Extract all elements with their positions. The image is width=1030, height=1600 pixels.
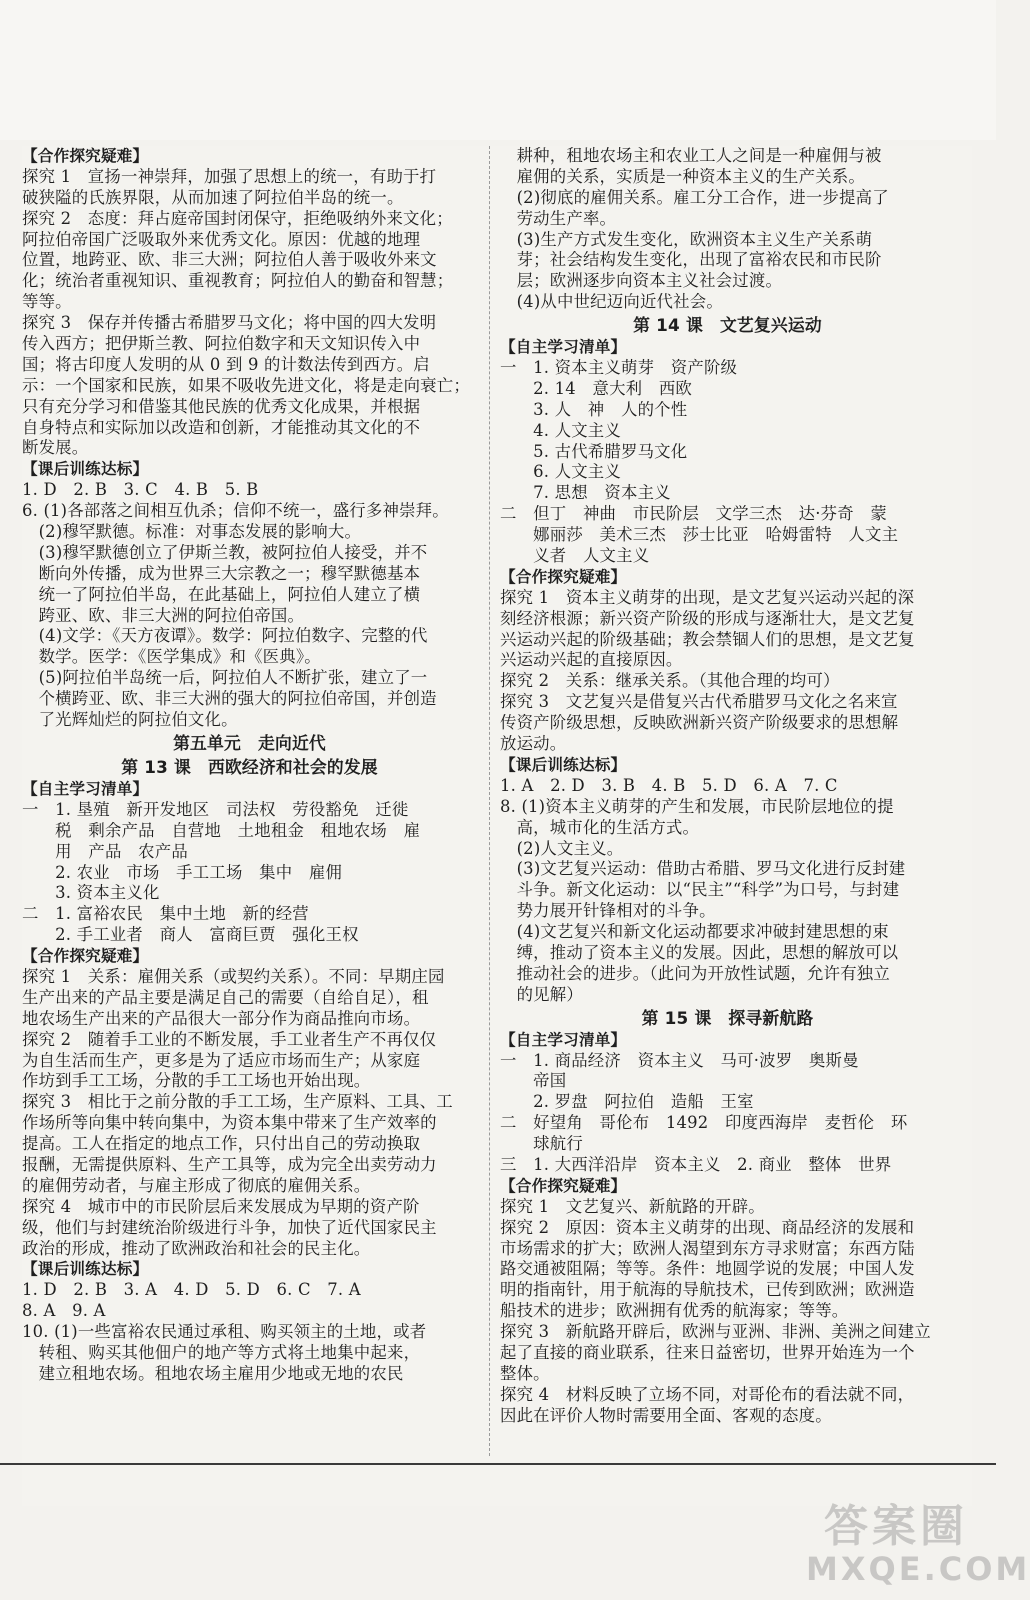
text-line: 势力展开针锋相对的斗争。 bbox=[500, 901, 716, 921]
text-line: 二 1. 富裕农民 集中土地 新的经营 bbox=[22, 904, 309, 924]
text-line: 1. A 2. D 3. B 4. B 5. D 6. A 7. C bbox=[500, 775, 838, 795]
text-line: 一 1. 垦殖 新开发地区 司法权 劳役豁免 迁徙 bbox=[22, 799, 409, 819]
text-line: 税 剩余产品 自营地 土地租金 租地农场 雇 bbox=[22, 820, 421, 840]
text-line: 芽；社会结构发生变化，出现了富裕农民和市民阶 bbox=[500, 250, 882, 270]
text-line: 刻经济根源；新兴资产阶级的形成与逐渐壮大，是文艺复 bbox=[500, 608, 915, 628]
text-line: 国；将古印度人发明的从 0 到 9 的计数法传到西方。启 bbox=[22, 354, 430, 374]
text-line: 作场所等向集中转向集中，为资本集中带来了生产效率的 bbox=[22, 1113, 437, 1133]
section-heading: 【自主学习清单】 bbox=[500, 338, 627, 357]
section-heading: 【课后训练达标】 bbox=[500, 755, 627, 774]
text-line: 8. A 9. A bbox=[22, 1301, 106, 1321]
text-line: 生产出来的产品主要是满足自己的需要（自给自足），租 bbox=[22, 987, 429, 1007]
text-line: 探究 1 资本主义萌芽的出现，是文艺复兴运动兴起的深 bbox=[500, 587, 915, 607]
text-line: 传入西方；把伊斯兰教、阿拉伯数字和天文知识传入中 bbox=[22, 334, 421, 354]
watermark-logo bbox=[806, 1501, 1030, 1592]
text-line: 6. (1)各部落之间相互仇杀；信仰不统一，盛行多神崇拜。 bbox=[22, 501, 449, 521]
answer-page bbox=[22, 146, 972, 1506]
text-line: 传资产阶级思想，反映欧洲新兴资产阶级要求的思想解 bbox=[500, 713, 899, 733]
text-line: 10. (1)一些富裕农民通过承租、购买领主的土地，或者 bbox=[22, 1322, 427, 1342]
text-line: 推动社会的进步。（此问为开放性试题，允许有独立 bbox=[500, 963, 890, 983]
text-line: 二 好望角 哥伦布 1492 印度西海岸 麦哲伦 环 bbox=[500, 1113, 908, 1133]
text-line: (3)穆罕默德创立了伊斯兰教，被阿拉伯人接受，并不 bbox=[22, 542, 428, 562]
section-heading: 【课后训练达标】 bbox=[22, 460, 149, 479]
text-line: (4)文学：《天方夜谭》。数学：阿拉伯数字、完整的代 bbox=[22, 626, 428, 646]
text-line: 探究 2 随着手工业的不断发展，手工业者生产不再仅仅 bbox=[22, 1029, 437, 1049]
text-line: 三 1. 大西洋沿岸 资本主义 2. 商业 整体 世界 bbox=[500, 1154, 892, 1174]
section-heading: 【合作探究疑难】 bbox=[22, 947, 149, 966]
text-line: 的见解） bbox=[500, 984, 583, 1004]
text-line: 统一了阿拉伯半岛，在此基础上，阿拉伯人建立了横 bbox=[22, 584, 421, 604]
text-line: 地农场生产出来的产品很大一部分作为商品推向市场。 bbox=[22, 1008, 421, 1028]
text-line: 二 但丁 神曲 市民阶层 文学三杰 达·芬奇 蒙 bbox=[500, 504, 887, 524]
text-line: 5. 古代希腊罗马文化 bbox=[500, 441, 688, 461]
text-line: 探究 3 文艺复兴是借复兴古代希腊罗马文化之名来宣 bbox=[500, 692, 898, 712]
text-line: 用 产品 农产品 bbox=[22, 841, 188, 861]
text-line: 为自生活而生产，更多是为了适应市场而生产；从家庭 bbox=[22, 1050, 421, 1070]
text-line: 只有充分学习和借鉴其他民族的优秀文化成果，并根据 bbox=[22, 396, 421, 416]
column-divider bbox=[489, 146, 491, 1456]
text-line: 雇佣的关系，实质是一种资本主义的生产关系。 bbox=[500, 166, 865, 186]
text-line: 明的指南针，用于航海的导航技术，已传到欧洲；欧洲造 bbox=[500, 1280, 915, 1300]
text-line: 提高。工人在指定的地点工作，只付出自己的劳动换取 bbox=[22, 1134, 421, 1154]
text-line: 兴运动兴起的直接原因。 bbox=[500, 650, 683, 670]
text-line: (3)生产方式发生变化，欧洲资本主义生产关系萌 bbox=[500, 229, 873, 249]
text-line: 劳动生产率。 bbox=[500, 208, 617, 228]
text-line: 探究 2 原因：资本主义萌芽的出现、商品经济的发展和 bbox=[500, 1217, 915, 1237]
text-line: 破狭隘的氏族界限，从而加速了阿拉伯半岛的统一。 bbox=[22, 187, 404, 207]
text-line: 位置，地跨亚、欧、非三大洲；阿拉伯人善于吸收外来文 bbox=[22, 250, 437, 270]
text-line: 1. D 2. B 3. C 4. B 5. B bbox=[22, 480, 259, 500]
text-line: 跨亚、欧、非三大洲的阿拉伯帝国。 bbox=[22, 605, 305, 625]
text-line: 球航行 bbox=[500, 1134, 583, 1154]
text-line: 作坊到手工工场，分散的手工工场也开始出现。 bbox=[22, 1071, 371, 1091]
text-line: 断向外传播，成为世界三大宗教之一；穆罕默德基本 bbox=[22, 563, 421, 583]
text-line: 4. 人文主义 bbox=[500, 420, 621, 440]
text-line: 探究 2 态度：拜占庭帝国封闭保守，拒绝吸纳外来文化； bbox=[22, 208, 453, 228]
section-heading: 【合作探究疑难】 bbox=[500, 1176, 627, 1195]
text-line: 耕种，租地农场主和农业工人之间是一种雇佣与被 bbox=[500, 146, 882, 165]
text-line: 探究 1 关系：雇佣关系（或契约关系）。不同：早期庄园 bbox=[22, 966, 445, 986]
text-line: 路交通被阻隔；等等。条件：地圆学说的发展；中国人发 bbox=[500, 1259, 915, 1279]
text-line: 探究 4 材料反映了立场不同，对哥伦布的看法就不同， bbox=[500, 1384, 915, 1404]
text-line: 帝国 bbox=[500, 1071, 567, 1091]
text-line: 高，城市化的生活方式。 bbox=[500, 817, 700, 837]
text-line: 探究 3 保存并传播古希腊罗马文化；将中国的四大发明 bbox=[22, 313, 437, 333]
text-line: 缚，推动了资本主义的发展。因此，思想的解放可以 bbox=[500, 942, 899, 962]
text-line: 8. (1)资本主义萌芽的产生和发展，市民阶层地位的提 bbox=[500, 796, 894, 816]
text-line: 级，他们与封建统治阶级进行斗争，加快了近代国家民主 bbox=[22, 1217, 437, 1237]
text-line: 示：一个国家和民族，如果不吸收先进文化，将是走向衰亡； bbox=[22, 375, 470, 395]
section-heading: 【合作探究疑难】 bbox=[500, 567, 627, 586]
text-line: 放运动。 bbox=[500, 734, 567, 754]
text-line: 自身特点和实际加以改造和创新，才能推动其文化的不 bbox=[22, 417, 421, 437]
text-line: 探究 2 关系：继承关系。（其他合理的均可） bbox=[500, 671, 840, 691]
text-line: 一 1. 商品经济 资本主义 马可·波罗 奥斯曼 bbox=[500, 1050, 859, 1070]
text-line: 兴运动兴起的阶级基础；教会禁锢人们的思想，是文艺复 bbox=[500, 629, 915, 649]
text-line: (3)文艺复兴运动：借助古希腊、罗马文化进行反封建 bbox=[500, 859, 906, 879]
text-line: 2. 手工业者 商人 富商巨贾 强化王权 bbox=[22, 925, 359, 945]
text-line: 等等。 bbox=[22, 292, 72, 312]
text-line: (2)穆罕默德。标准：对事态发展的影响大。 bbox=[22, 522, 362, 542]
text-line: 政治的形成，推动了欧洲政治和社会的民主化。 bbox=[22, 1238, 371, 1258]
text-line: 3. 资本主义化 bbox=[22, 883, 160, 903]
text-line: 探究 1 宣扬一神崇拜，加强了思想上的统一，有助于打 bbox=[22, 166, 437, 186]
section-heading: 【自主学习清单】 bbox=[500, 1030, 627, 1049]
text-line: 数学。医学：《医学集成》和《医典》。 bbox=[22, 647, 321, 667]
section-heading: 【合作探究疑难】 bbox=[22, 147, 149, 165]
text-line: 探究 3 新航路开辟后，欧洲与亚洲、非洲、美洲之间建立 bbox=[500, 1322, 931, 1342]
text-line: 个横跨亚、欧、非三大洲的强大的阿拉伯帝国，并创造 bbox=[22, 689, 437, 709]
section-heading: 【课后训练达标】 bbox=[22, 1260, 149, 1279]
text-line: 7. 思想 资本主义 bbox=[500, 483, 671, 503]
text-line: 探究 1 文艺复兴、新航路的开辟。 bbox=[500, 1196, 765, 1216]
text-line: 义者 人文主义 bbox=[500, 546, 650, 566]
watermark-en: MXQE.COM bbox=[806, 1550, 1030, 1588]
text-line: 船技术的进步；欧洲拥有优秀的航海家；等等。 bbox=[500, 1301, 849, 1321]
section-heading: 【自主学习清单】 bbox=[22, 779, 149, 798]
text-line: 起了直接的商业联系，往来日益密切，世界开始连为一个 bbox=[500, 1342, 915, 1362]
text-line: 2. 14 意大利 西欧 bbox=[500, 378, 693, 398]
text-line: 娜丽莎 美术三杰 莎士比亚 哈姆雷特 人文主 bbox=[500, 525, 899, 545]
text-line: (5)阿拉伯半岛统一后，阿拉伯人不断扩张，建立了一 bbox=[22, 668, 428, 688]
text-line: 一 1. 资本主义萌芽 资产阶级 bbox=[500, 358, 738, 378]
text-line: 1. D 2. B 3. A 4. D 5. D 6. C 7. A bbox=[22, 1280, 361, 1300]
right-column bbox=[500, 146, 955, 1427]
lesson-title: 第 13 课 西欧经济和社会的发展 bbox=[121, 756, 378, 777]
lesson-title: 第五单元 走向近代 bbox=[173, 732, 326, 753]
text-line: (4)文艺复兴和新文化运动都要求冲破封建思想的束 bbox=[500, 922, 889, 942]
text-line: 2. 罗盘 阿拉伯 造船 王室 bbox=[500, 1092, 754, 1112]
watermark-cn: 答案圈 bbox=[824, 1501, 968, 1552]
text-line: 6. 人文主义 bbox=[500, 462, 621, 482]
text-line: (4)从中世纪迈向近代社会。 bbox=[500, 292, 723, 312]
lesson-title: 第 14 课 文艺复兴运动 bbox=[633, 315, 822, 336]
text-line: 整体。 bbox=[500, 1363, 550, 1383]
text-line: (2)人文主义。 bbox=[500, 838, 624, 858]
text-line: 化；统治者重视知识、重视教育；阿拉伯人的勤奋和智慧； bbox=[22, 271, 454, 291]
text-line: 层；欧洲逐步向资本主义社会过渡。 bbox=[500, 271, 783, 291]
text-line: 斗争。新文化运动：以“民主”“科学”为口号，与封建 bbox=[500, 880, 900, 900]
text-line: 3. 人 神 人的个性 bbox=[500, 399, 688, 419]
text-line: (2)彻底的雇佣关系。雇工分工合作，进一步提高了 bbox=[500, 187, 889, 207]
lesson-title: 第 15 课 探寻新航路 bbox=[641, 1007, 814, 1028]
text-line: 了光辉灿烂的阿拉伯文化。 bbox=[22, 710, 238, 730]
text-line: 的雇佣劳动者，与雇主形成了彻底的雇佣关系。 bbox=[22, 1175, 371, 1195]
text-line: 转租、购买其他佃户的地产等方式将土地集中起来， bbox=[22, 1342, 421, 1362]
text-line: 因此在评价人物时需要用全面、客观的态度。 bbox=[500, 1405, 832, 1425]
text-line: 报酬，无需提供原料、生产工具等，成为完全出卖劳动力 bbox=[22, 1154, 437, 1174]
text-line: 市场需求的扩大；欧洲人渴望到东方寻求财富；东西方陆 bbox=[500, 1238, 915, 1258]
top-blank-area bbox=[0, 0, 996, 140]
text-line: 阿拉伯帝国广泛吸取外来优秀文化。原因：优越的地理 bbox=[22, 229, 421, 249]
text-line: 2. 农业 市场 手工工场 集中 雇佣 bbox=[22, 862, 343, 882]
bottom-rule bbox=[0, 1463, 996, 1465]
text-line: 探究 4 城市中的市民阶层后来发展成为早期的资产阶 bbox=[22, 1196, 420, 1216]
left-column bbox=[22, 146, 477, 1385]
text-line: 建立租地农场。租地农场主雇用少地或无地的农民 bbox=[22, 1363, 404, 1383]
text-line: 断发展。 bbox=[22, 438, 89, 458]
text-line: 探究 3 相比于之前分散的手工工场，生产原料、工具、工 bbox=[22, 1092, 453, 1112]
